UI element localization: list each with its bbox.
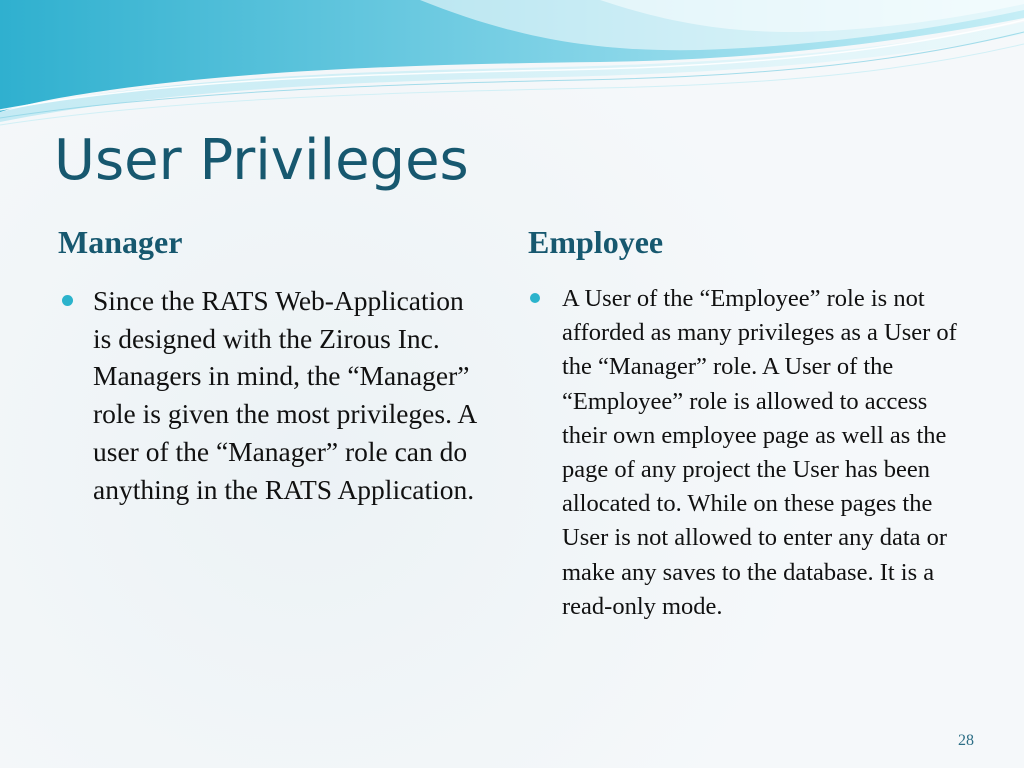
page-number: 28	[958, 732, 974, 749]
employee-column-heading: Employee	[528, 224, 664, 260]
bullet-dot-icon	[530, 293, 540, 303]
manager-bullet-item	[62, 282, 482, 508]
header-wave-decoration	[0, 0, 1024, 140]
employee-bullet-text: A User of the “Employee” role is not afforded as many privileges as a User of the “Manager” role. A User of the “Employee” role is allowed to access their own employee page as well as the page of any project the User has been allocated to. While on these pages the User is not allowed to enter any data or make any saves to the database. It is a read-only mode.	[562, 285, 957, 620]
slide-title: User Privileges	[54, 128, 469, 193]
employee-bullet-item	[530, 282, 960, 624]
manager-bullet-text: Since the RATS Web-Application is designed with the Zirous Inc. Managers in mind, the “Manager” role is given the most privileges. A user of the “Manager” role can do anything in the RATS Application.	[93, 285, 476, 505]
bullet-dot-icon	[62, 295, 73, 306]
employee-bullet-list	[530, 282, 960, 624]
manager-bullet-list	[62, 282, 482, 508]
manager-column-heading: Manager	[58, 224, 183, 260]
